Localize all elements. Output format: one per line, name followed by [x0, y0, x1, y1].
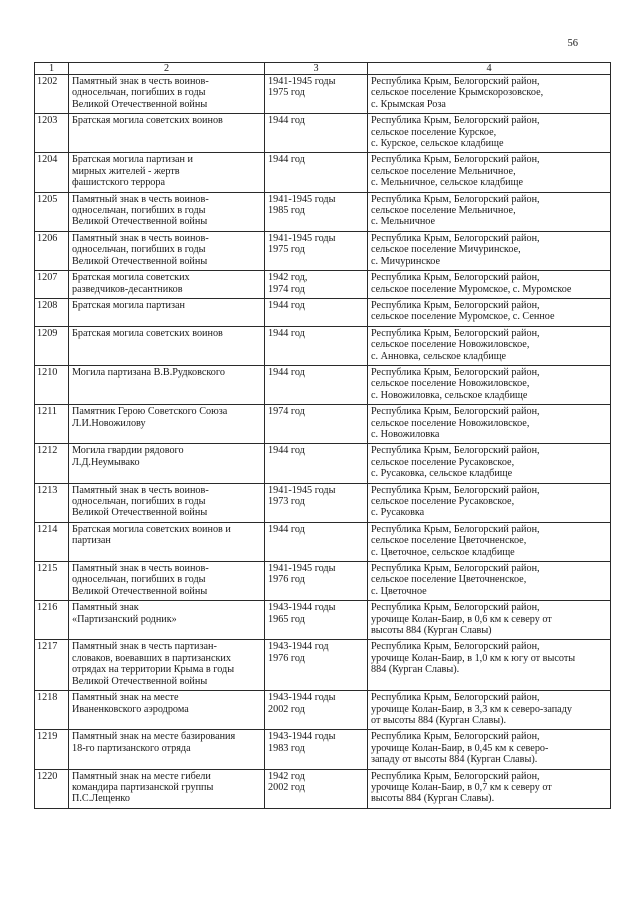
- monument-name-line: Братская могила советских воинов: [72, 115, 223, 127]
- monument-years: [265, 601, 368, 640]
- monument-location-line: Республика Крым, Белогорский район,: [371, 563, 540, 575]
- monument-location-line: Республика Крым, Белогорский район,: [371, 406, 540, 418]
- table-row: [35, 75, 611, 114]
- monument-location-line: урочище Колан-Баир, в 1,0 км к югу от высоты: [371, 652, 576, 664]
- table-row: [35, 114, 611, 153]
- monument-location: [368, 405, 611, 444]
- monument-years: [265, 75, 368, 114]
- monument-location-line: Республика Крым, Белогорский район,: [371, 193, 540, 205]
- monument-location-line: сельское поселение Мичуринское,: [371, 244, 521, 256]
- monument-name-line: отрядах на территории Крыма в годы: [72, 664, 235, 676]
- monument-name-line: Братская могила партизан: [72, 299, 186, 311]
- monument-name-line: односельчан, погибших в годы: [72, 87, 206, 99]
- monument-name-line: Иваненковского аэродрома: [72, 703, 189, 715]
- monument-years: [265, 691, 368, 730]
- monument-location-line: с. Цветочное: [371, 585, 427, 597]
- monument-name-line: односельчан, погибших в годы: [72, 205, 206, 217]
- monument-location-line: с. Курское, сельское кладбище: [371, 138, 504, 150]
- monument-location-line: Республика Крым, Белогорский район,: [371, 770, 540, 782]
- monument-location-line: сельское поселение Цветочненское,: [371, 574, 527, 586]
- monument-name-line: Братская могила советских: [72, 272, 190, 284]
- monument-name-line: односельчан, погибших в годы: [72, 496, 206, 507]
- monument-location-line: Республика Крым, Белогорский район,: [371, 115, 540, 127]
- monument-years-line: 1943-1944 годы: [268, 731, 336, 743]
- monument-location-line: сельское поселение Муромское, с. Муромское: [371, 283, 572, 295]
- monument-years-line: 1941-1945 годы: [268, 76, 336, 87]
- table-row: [35, 444, 611, 483]
- monument-name-line: разведчиков-десантников: [72, 283, 183, 295]
- table-row: [35, 365, 611, 404]
- row-number: 1206: [35, 231, 69, 270]
- monument-location-line: Республика Крым, Белогорский район,: [371, 366, 540, 378]
- monument-name-line: Памятный знак на месте базирования: [72, 731, 236, 743]
- monument-name-line: Л.И.Новожилову: [72, 417, 146, 429]
- monument-name: [69, 769, 265, 808]
- monument-location-line: Республика Крым, Белогорский район,: [371, 602, 540, 614]
- monument-years-line: 1985 год: [268, 205, 305, 217]
- monument-location-line: Республика Крым, Белогорский район,: [371, 272, 540, 284]
- monument-years-line: 1943-1944 год: [268, 641, 329, 653]
- monument-name-line: Великой Отечественной войны: [72, 216, 208, 228]
- monument-location: [368, 601, 611, 640]
- monument-name: [69, 730, 265, 769]
- monument-location: [368, 192, 611, 231]
- monument-location-line: с. Мельничное, сельское кладбище: [371, 177, 523, 189]
- monument-years-line: 1975 год: [268, 244, 305, 256]
- monument-name: [69, 114, 265, 153]
- monument-years-line: 1974 год: [268, 406, 305, 418]
- monument-years: [265, 231, 368, 270]
- monument-location-line: урочище Колан-Баир, в 0,7 км к северу от: [371, 781, 552, 793]
- monument-name: [69, 326, 265, 365]
- monument-location-line: Республика Крым, Белогорский район,: [371, 299, 540, 311]
- row-number: 1217: [35, 640, 69, 691]
- monument-years: [265, 298, 368, 326]
- table-row: [35, 326, 611, 365]
- monument-years-line: 1944 год: [268, 299, 305, 311]
- row-number: 1205: [35, 192, 69, 231]
- monument-years-line: 1975 год: [268, 87, 305, 99]
- monument-name: [69, 271, 265, 299]
- monument-years: [265, 640, 368, 691]
- monument-location: [368, 691, 611, 730]
- monument-name-line: односельчан, погибших в годы: [72, 574, 206, 586]
- monument-name-line: Братская могила советских воинов: [72, 327, 223, 339]
- monument-name-line: Великой Отечественной войны: [72, 675, 208, 687]
- table-row: [35, 298, 611, 326]
- monument-years: [265, 730, 368, 769]
- monument-name-line: мирных жителей - жертв: [72, 165, 180, 177]
- monument-location: [368, 522, 611, 561]
- monument-name-line: Памятный знак в честь воинов-: [72, 193, 209, 205]
- monument-name-line: Великой Отечественной войны: [72, 585, 208, 597]
- row-number: 1210: [35, 365, 69, 404]
- monument-years: [265, 769, 368, 808]
- monument-name-line: Братская могила партизан и: [72, 154, 194, 166]
- table-row: [35, 730, 611, 769]
- monument-name-line: фашистского террора: [72, 177, 165, 189]
- monument-location-line: сельское поселение Муромское, с. Сенное: [371, 311, 555, 323]
- monument-years: [265, 522, 368, 561]
- monument-name-line: Памятник Герою Советского Союза: [72, 406, 228, 418]
- monument-name-line: Памятный знак: [72, 602, 139, 614]
- table-row: [35, 483, 611, 522]
- monument-years: [265, 444, 368, 483]
- monument-location-line: с. Мичуринское: [371, 255, 441, 267]
- monument-years: [265, 562, 368, 601]
- monument-years: [265, 326, 368, 365]
- monument-name: [69, 365, 265, 404]
- monument-location-line: Республика Крым, Белогорский район,: [371, 641, 540, 653]
- monument-years-line: 1973 год: [268, 496, 305, 507]
- monument-location-line: сельское поселение Русаковское,: [371, 496, 515, 507]
- row-number: 1215: [35, 562, 69, 601]
- monument-location-line: сельское поселение Мельничное,: [371, 165, 516, 177]
- monument-location-line: сельское поселение Крымскорозовское,: [371, 87, 544, 99]
- monument-location: [368, 640, 611, 691]
- monument-location-line: Республика Крым, Белогорский район,: [371, 154, 540, 166]
- monument-location-line: от высоты 884 (Курган Славы).: [371, 714, 507, 726]
- row-number: 1216: [35, 601, 69, 640]
- monument-location-line: с. Русаковка, сельское кладбище: [371, 468, 513, 480]
- monument-years: [265, 483, 368, 522]
- row-number: 1212: [35, 444, 69, 483]
- monument-years-line: 1941-1945 годы: [268, 563, 336, 575]
- monument-years-line: 2002 год: [268, 703, 305, 715]
- monument-location-line: с. Анновка, сельское кладбище: [371, 350, 507, 362]
- monument-location: [368, 75, 611, 114]
- monument-name-line: П.С.Лещенко: [72, 793, 130, 805]
- monument-location: [368, 326, 611, 365]
- monument-location-line: Республика Крым, Белогорский район,: [371, 232, 540, 244]
- monument-name: [69, 153, 265, 192]
- monument-location: [368, 483, 611, 522]
- monument-location: [368, 769, 611, 808]
- table-row: [35, 405, 611, 444]
- monument-name-line: «Партизанский родник»: [72, 613, 177, 625]
- monument-location-line: сельское поселение Цветочненское,: [371, 535, 527, 547]
- monument-name-line: Памятный знак на месте: [72, 692, 179, 704]
- monument-location-line: урочище Колан-Баир, в 0,45 км к северо-: [371, 742, 549, 754]
- column-header-3: 3: [265, 63, 368, 75]
- monument-years-line: 1941-1945 годы: [268, 193, 336, 205]
- monument-location-line: сельское поселение Курское,: [371, 126, 497, 138]
- monument-location: [368, 730, 611, 769]
- monument-name-line: Памятный знак в честь воинов-: [72, 563, 209, 575]
- monument-location-line: высоты 884 (Курган Славы): [371, 625, 492, 637]
- monument-years-line: 1944 год: [268, 327, 305, 339]
- row-number: 1214: [35, 522, 69, 561]
- monument-name-line: словаков, воевавших в партизанских: [72, 652, 231, 664]
- monument-years-line: 1942 год,: [268, 272, 308, 284]
- monument-name: [69, 405, 265, 444]
- monument-location: [368, 231, 611, 270]
- monument-name-line: Братская могила советских воинов и: [72, 523, 231, 535]
- page-number: 56: [567, 38, 578, 49]
- monument-years-line: 1944 год: [268, 366, 305, 378]
- column-header-1: 1: [35, 63, 69, 75]
- monument-name-line: партизан: [72, 535, 111, 547]
- monument-years-line: 1944 год: [268, 445, 305, 457]
- monument-name-line: Памятный знак на месте гибели: [72, 770, 211, 782]
- table-row: [35, 153, 611, 192]
- row-number: 1203: [35, 114, 69, 153]
- monument-name-line: Памятный знак в честь партизан-: [72, 641, 217, 653]
- monument-location: [368, 114, 611, 153]
- table-row: [35, 562, 611, 601]
- monument-location-line: с. Новожиловка, сельское кладбище: [371, 389, 528, 401]
- monument-years: [265, 192, 368, 231]
- row-number: 1204: [35, 153, 69, 192]
- monuments-table-container: [34, 62, 610, 809]
- monument-location-line: сельское поселение Мельничное,: [371, 205, 516, 217]
- monument-name-line: Памятный знак в честь воинов-: [72, 484, 209, 496]
- monument-location-line: Республика Крым, Белогорский район,: [371, 76, 540, 87]
- monument-location: [368, 298, 611, 326]
- monument-location: [368, 444, 611, 483]
- row-number: 1209: [35, 326, 69, 365]
- row-number: 1211: [35, 405, 69, 444]
- monument-years-line: 1974 год: [268, 283, 305, 295]
- monument-years-line: 1944 год: [268, 523, 305, 535]
- table-body: [35, 75, 611, 809]
- monument-name-line: Памятный знак в честь воинов-: [72, 76, 209, 87]
- monument-name-line: односельчан, погибших в годы: [72, 244, 206, 256]
- monument-years: [265, 405, 368, 444]
- monument-name: [69, 483, 265, 522]
- monument-location-line: Республика Крым, Белогорский район,: [371, 523, 540, 535]
- table-row: [35, 231, 611, 270]
- monument-years-line: 1943-1944 годы: [268, 692, 336, 704]
- row-number: 1202: [35, 75, 69, 114]
- table-row: [35, 601, 611, 640]
- monument-location-line: сельское поселение Новожиловское,: [371, 378, 530, 390]
- monument-name-line: Могила партизана В.В.Рудковского: [72, 366, 225, 378]
- monument-name-line: Памятный знак в честь воинов-: [72, 232, 209, 244]
- monument-years: [265, 114, 368, 153]
- monument-location: [368, 562, 611, 601]
- table-row: [35, 691, 611, 730]
- monuments-table: [34, 62, 611, 809]
- table-row: [35, 192, 611, 231]
- monument-years-line: 1941-1945 годы: [268, 484, 336, 496]
- row-number: 1218: [35, 691, 69, 730]
- table-row: [35, 522, 611, 561]
- monument-name-line: Л.Д.Неумывако: [72, 456, 140, 468]
- column-header-2: 2: [69, 63, 265, 75]
- monument-location: [368, 153, 611, 192]
- table-header-row: [35, 63, 611, 75]
- monument-location: [368, 365, 611, 404]
- monument-years-line: 1943-1944 годы: [268, 602, 336, 614]
- row-number: 1213: [35, 483, 69, 522]
- monument-years-line: 1944 год: [268, 115, 305, 127]
- monument-years-line: 1942 год: [268, 770, 305, 782]
- monument-location-line: с. Мельничное: [371, 216, 436, 228]
- table-row: [35, 769, 611, 808]
- monument-location-line: Республика Крым, Белогорский район,: [371, 445, 540, 457]
- monument-name: [69, 691, 265, 730]
- monument-years-line: 1944 год: [268, 154, 305, 166]
- monument-name: [69, 231, 265, 270]
- monument-location-line: 884 (Курган Славы).: [371, 664, 460, 676]
- monument-years-line: 1983 год: [268, 742, 305, 754]
- monument-name: [69, 75, 265, 114]
- monument-years: [265, 153, 368, 192]
- monument-name-line: Великой Отечественной войны: [72, 255, 208, 267]
- monument-location: [368, 271, 611, 299]
- monument-location-line: Республика Крым, Белогорский район,: [371, 484, 540, 496]
- monument-location-line: с. Новожиловка: [371, 428, 440, 440]
- monument-name-line: Великой Отечественной войны: [72, 98, 208, 110]
- monument-name: [69, 601, 265, 640]
- row-number: 1220: [35, 769, 69, 808]
- monument-location-line: сельское поселение Русаковское,: [371, 456, 515, 468]
- monument-years-line: 2002 год: [268, 781, 305, 793]
- monument-location-line: урочище Колан-Баир, в 3,3 км к северо-западу: [371, 703, 572, 715]
- row-number: 1208: [35, 298, 69, 326]
- monument-location-line: с. Крымская Роза: [371, 98, 446, 110]
- monument-location-line: с. Цветочное, сельское кладбище: [371, 546, 515, 558]
- monument-years: [265, 365, 368, 404]
- monument-name: [69, 298, 265, 326]
- column-header-4: 4: [368, 63, 611, 75]
- monument-name-line: командира партизанской группы: [72, 781, 214, 793]
- table-row: [35, 640, 611, 691]
- row-number: 1219: [35, 730, 69, 769]
- monument-years-line: 1976 год: [268, 574, 305, 586]
- monument-name: [69, 640, 265, 691]
- monument-name: [69, 444, 265, 483]
- monument-years: [265, 271, 368, 299]
- table-row: [35, 271, 611, 299]
- row-number: 1207: [35, 271, 69, 299]
- monument-location-line: Республика Крым, Белогорский район,: [371, 327, 540, 339]
- monument-location-line: сельское поселение Новожиловское,: [371, 339, 530, 351]
- monument-name: [69, 522, 265, 561]
- monument-location-line: высоты 884 (Курган Славы).: [371, 793, 495, 805]
- monument-location-line: западу от высоты 884 (Курган Славы).: [371, 754, 538, 766]
- monument-name: [69, 562, 265, 601]
- monument-location-line: Республика Крым, Белогорский район,: [371, 692, 540, 704]
- monument-location-line: урочище Колан-Баир, в 0,6 км к северу от: [371, 613, 552, 625]
- monument-location-line: Республика Крым, Белогорский район,: [371, 731, 540, 743]
- monument-name: [69, 192, 265, 231]
- monument-years-line: 1965 год: [268, 613, 305, 625]
- monument-location-line: сельское поселение Новожиловское,: [371, 417, 530, 429]
- monument-years-line: 1941-1945 годы: [268, 232, 336, 244]
- monument-location-line: с. Русаковка: [371, 507, 425, 519]
- monument-years-line: 1976 год: [268, 652, 305, 664]
- monument-name-line: Великой Отечественной войны: [72, 507, 208, 519]
- monument-name-line: Могила гвардии рядового: [72, 445, 184, 457]
- monument-name-line: 18-го партизанского отряда: [72, 742, 191, 754]
